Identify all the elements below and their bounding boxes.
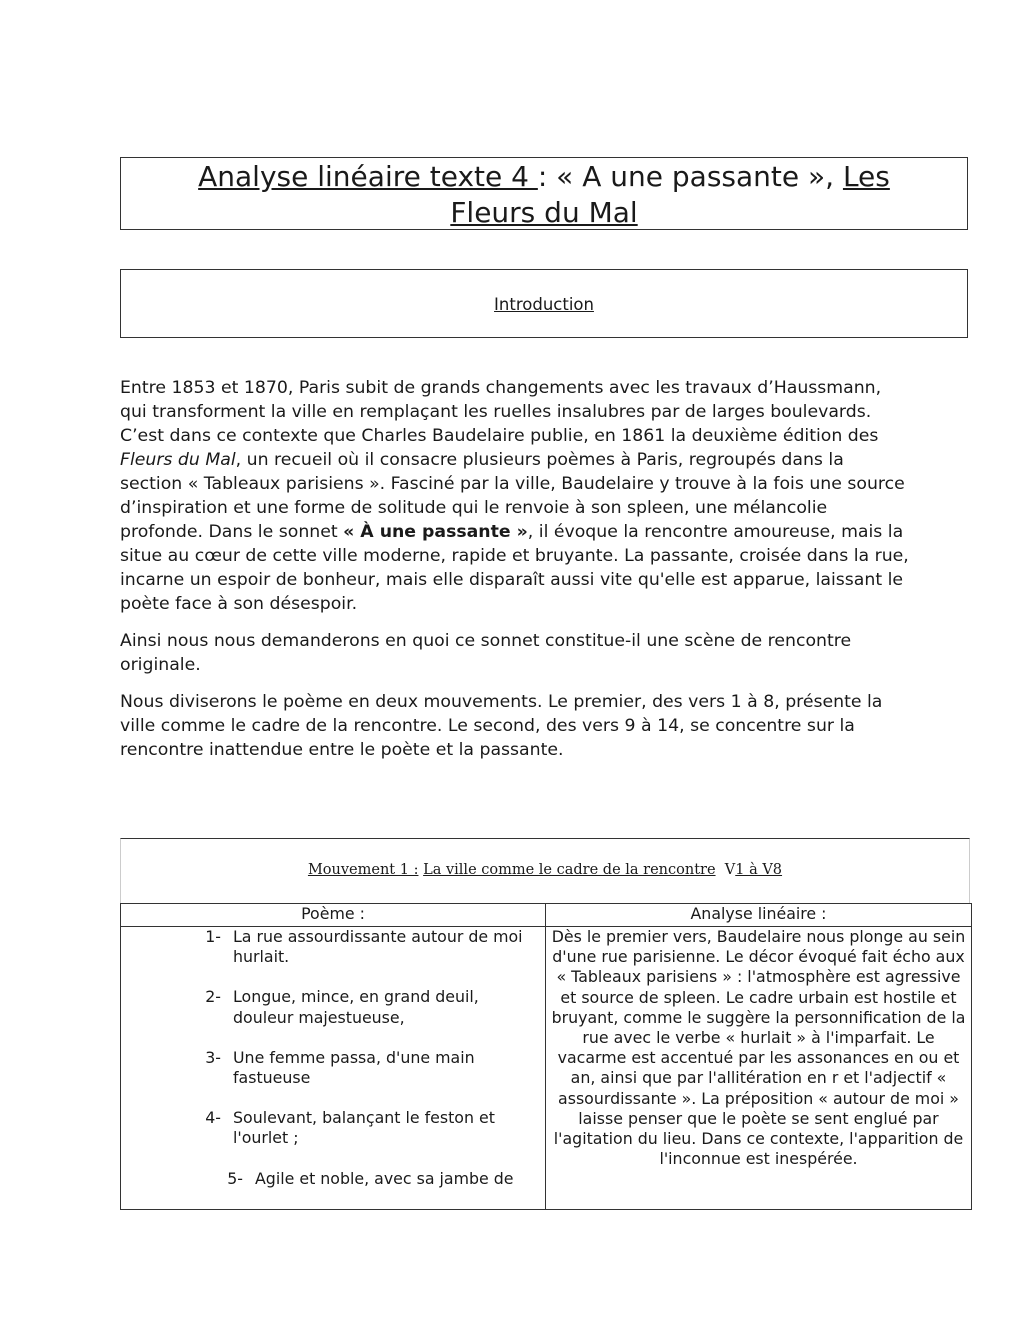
intro-paragraph-2: Ainsi nous nous demanderons en quoi ce sonnet constitue-il une scène de rencontre originale. — [120, 631, 852, 675]
p1-work-title: Fleurs du Mal — [120, 450, 236, 470]
analysis-table — [120, 903, 972, 1210]
verse-5: 5- Agile et noble, avec sa jambe de — [227, 1168, 514, 1188]
verse-2: 2- Longue, mince, en grand deuil, douleur majestueuse, — [205, 987, 479, 1027]
poem-column-header: Poème : — [121, 904, 546, 927]
p1-sonnet-title: « À une passante » — [343, 522, 528, 542]
title-part-2: : « A une passante », — [537, 160, 843, 193]
movement-topic: La ville comme le cadre de la rencontre — [423, 862, 716, 878]
analysis-cell: Dès le premier vers, Baudelaire nous plonge au sein d'une rue parisienne. Le décor évoqué fait écho aux « Tableaux parisiens » : l'atmosphère est agressive et source de spleen. Le cadre urbain est hostile et bruyant, comme le suggère la personnification de la rue avec le verbe « hurlait » à l'imparfait. Le vacarme est accentué par les assonances en ou et an, ainsi que par l'allitération en r et l'adjectif « assourdissante ». La préposition « autour de moi » laisse penser que le poète se sent englué par l'agitation du lieu. Dans ce contexte, l'apparition de l'inconnue est inespérée. — [546, 927, 972, 1210]
analysis-column-header: Analyse linéaire : — [546, 904, 972, 927]
table-row — [121, 927, 972, 1210]
title-part-3a: Les — [842, 160, 890, 193]
p1-text-e: , il évoque la rencontre amoureuse, mais la situe au cœur de cette ville moderne, rapide et bruyante. La passante, croisée dans la rue, incarne un espoir de bonheur, mais elle disparaît aussi vite qu'elle est apparue, laissant le poète face à son désespoir. — [120, 522, 909, 614]
p1-text-a: Entre 1853 et 1870, Paris subit de grands changements avec les travaux d’Haussmann, qui transforment la ville en remplaçant les ruelles insalubres par de larges boulevards. C’est dans ce contexte que Charles Baudelaire publie, en 1861 la deuxième édition des — [120, 378, 882, 446]
verse-3: 3- Une femme passa, d'une main fastueuse — [205, 1047, 475, 1088]
verse-1: 1- La rue assourdissante autour de moi hurlait. — [205, 927, 523, 967]
title-part-3b: Fleurs du Mal — [450, 196, 638, 229]
introduction-heading: Introduction — [494, 295, 594, 314]
poem-cell — [121, 927, 546, 1210]
introduction-body — [120, 376, 910, 775]
intro-paragraph-1 — [120, 376, 910, 616]
movement-range: 1 à V8 — [735, 862, 783, 878]
document-title — [120, 157, 968, 230]
intro-paragraph-3: Nous diviserons le poème en deux mouvements. Le premier, des vers 1 à 8, présente la ville comme le cadre de la rencontre. Le second, des vers 9 à 14, se concentre sur la rencontre inattendue entre le poète et la passante. — [120, 692, 883, 760]
movement-v: V — [724, 862, 736, 878]
table-header-row — [121, 904, 972, 927]
introduction-heading-box — [120, 269, 968, 338]
movement-heading — [120, 838, 970, 904]
p1-text-c: , un recueil où il consacre plusieurs poèmes à Paris, regroupés dans la section « Tableaux parisiens ». Fasciné par la ville, Baudelaire y trouve à la fois une source d’inspiration et une forme de solitude qui le renvoie à son spleen, une mélancolie profonde. Dans le sonnet — [120, 450, 905, 542]
verse-4: 4- Soulevant, balançant le feston et l'ourlet ; — [205, 1108, 495, 1148]
title-part-1: Analyse linéaire texte 4 — [198, 160, 538, 193]
movement-label: Mouvement 1 : — [307, 862, 419, 878]
